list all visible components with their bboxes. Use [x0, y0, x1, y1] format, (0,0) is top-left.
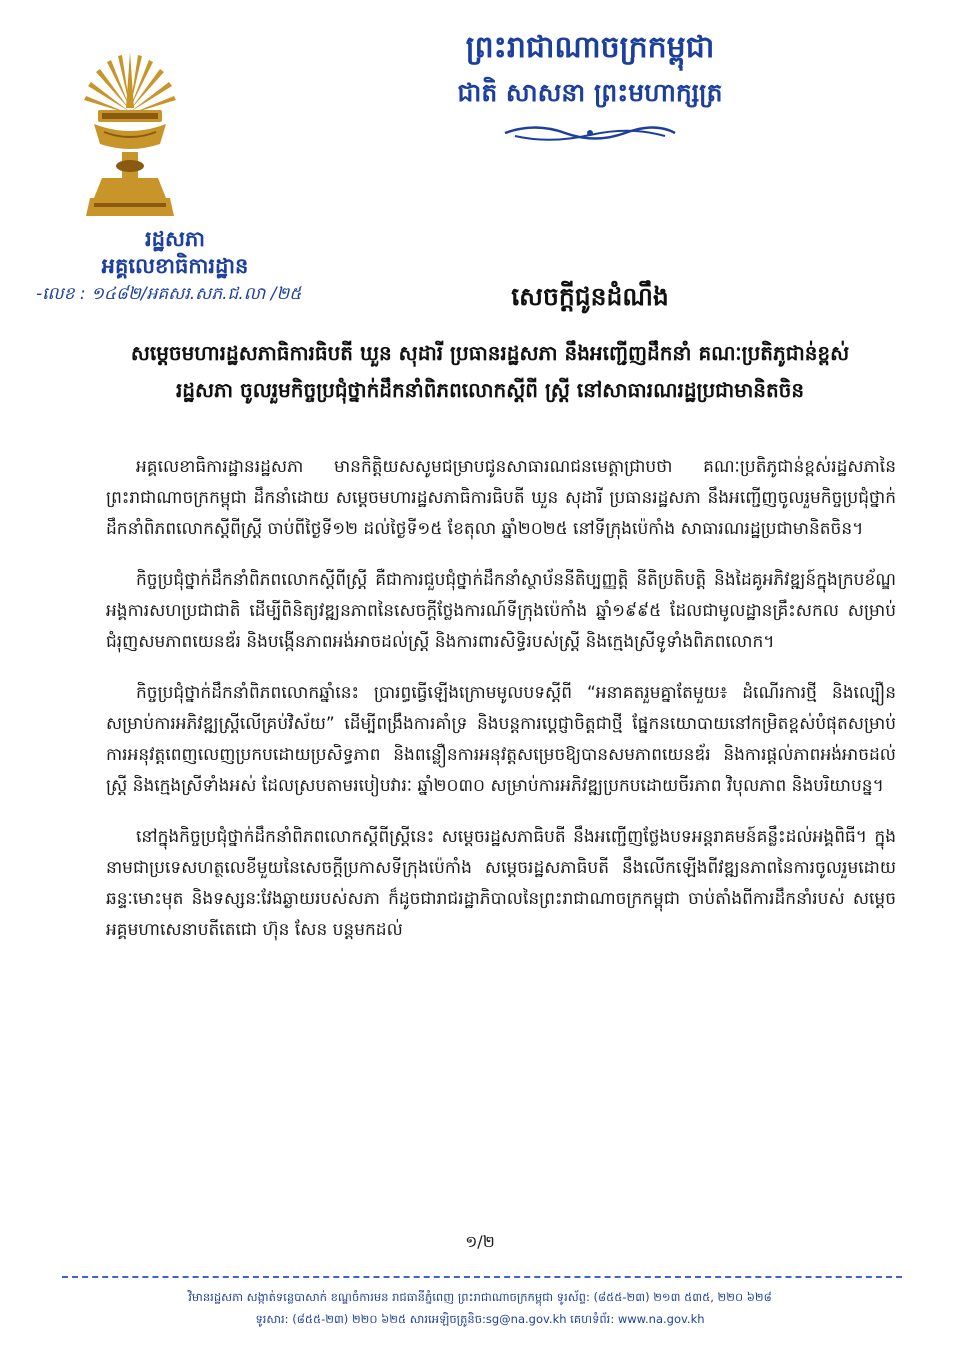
national-motto: ជាតិ សាសនា ព្រះមហាក្សត្រ	[457, 78, 723, 107]
paragraph: កិច្ចប្រជុំថ្នាក់ដឹកនាំពិភពលោកស្ដីពីស្ត្រី គឺជាការជួបជុំថ្នាក់ដឹកនាំស្ថាប័ននីតិប្បញ្ញត្តិ នីតិប្រតិបត្តិ និងដៃគូអភិវឌ្ឍន៍ក្នុងក្របខ័ណ្ឌអង្គការសហប្រជាជាតិ ដើម្បីពិនិត្យវឌ្ឍនភាពនៃសេចក្ដីថ្លែងការណ៍ទីក្រុងប៉េកាំង ឆ្នាំ១៩៩៥ ដែលជាមូលដ្ឋានគ្រឹះសកល សម្រាប់ជំរុញសមភាពយេនឌ័រ និងបង្កើនភាពអង់អាចដល់ស្ត្រី និងការពារសិទ្ធិរបស់ស្ត្រី និងក្មេងស្រីទូទាំងពិភពលោក។	[106, 570, 896, 652]
page-number: ១/២	[465, 1232, 495, 1251]
paragraph: អគ្គលេខាធិការដ្ឋានរដ្ឋសភា មានកិត្តិយសសូមជម្រាបជូនសាធារណជនមេត្តាជ្រាបថា គណៈប្រតិភូជាន់ខ្ពស់រដ្ឋសភានៃព្រះរាជាណាចក្រកម្ពុជា ដឹកនាំដោយ សម្ដេចមហារដ្ឋសភាធិការធិបតី ឃួន សុដារី ប្រធានរដ្ឋសភា នឹងអញ្ជើញចូលរួមកិច្ចប្រជុំថ្នាក់ដឹកនាំពិភពលោកស្ដីពីស្ត្រី ចាប់ពីថ្ងៃទី១២ ដល់ថ្ងៃទី១៥ ខែតុលា ឆ្នាំ២០២៥ នៅទីក្រុងប៉េកាំង សាធារណរដ្ឋប្រជាមានិតចិន។	[106, 457, 896, 539]
royal-emblem-icon	[80, 48, 180, 226]
department-name: អគ្គលេខាធិការដ្ឋាន	[101, 254, 249, 278]
paragraph: នៅក្នុងកិច្ចប្រជុំថ្នាក់ដឹកនាំពិភពលោកស្ដីពីស្ត្រីនេះ សម្ដេចរដ្ឋសភាធិបតី នឹងអញ្ជើញថ្លែងបទអន្តរាគមន៍គន្លឹះដល់អង្គពិធី។ ក្នុងនាមជាប្រទេសហត្ថលេខីមួយនៃសេចក្ដីប្រកាសទីក្រុងប៉េកាំង សម្ដេចរដ្ឋសភាធិបតី នឹងលើកឡើងពីវឌ្ឍនភាពនៃការចូលរួមដោយឆន្ទៈមោះមុត និងទស្សនៈវែងឆ្ងាយរបស់សភា ក៏ដូចជារាជរដ្ឋាភិបាលនៃព្រះរាជាណាចក្រកម្ពុជា ចាប់តាំងពីការដឹកនាំរបស់ សម្ដេចអគ្គមហាសេនាបតីតេជោ ហ៊ុន សែន បន្តមកដល់	[106, 827, 896, 940]
body-text	[106, 452, 896, 966]
ornament-divider-icon	[495, 120, 685, 146]
paragraph: កិច្ចប្រជុំថ្នាក់ដឹកនាំពិភពលោកឆ្នាំនេះ ប្រារព្ធធ្វើឡើងក្រោមមូលបទស្ដីពី “អនាគតរួមគ្នាតែមួយ៖ ដំណើរការថ្មី និងល្បឿនសម្រាប់ការអភិវឌ្ឍស្ត្រីលើគ្រប់វិស័យ” ដើម្បីពង្រឹងការគាំទ្រ និងបន្តការប្ដេជ្ញាចិត្តជាថ្មី ផ្នែកនយោបាយនៅកម្រិតខ្ពស់បំផុតសម្រាប់ការអនុវត្តពេញលេញប្រកបដោយប្រសិទ្ធភាព និងពន្លឿនការអនុវត្តសម្រេចឱ្យបានសមភាពយេនឌ័រ និងការផ្ដល់ភាពអង់អាចដល់ស្ត្រី និងក្មេងស្រីទាំងអស់ ដែលស្របតាមរបៀបវារៈ ឆ្នាំ២០៣០ សម្រាប់ការអភិវឌ្ឍប្រកបដោយចីរភាព វិបុលភាព និងបរិយាបន្ន។	[106, 683, 896, 796]
footer-divider	[62, 1276, 902, 1278]
kingdom-title: ព្រះរាជាណាចក្រកម្ពុជា	[465, 30, 715, 65]
reference-number: -លេខ : ១៤៨២/អគសរ.សភ.ជ.លា /២៥	[36, 284, 302, 304]
headline: សម្ដេចមហារដ្ឋសភាធិការធិបតី ឃួន សុដារី ប្រធានរដ្ឋសភា នឹងអញ្ជើញដឹកនាំ គណៈប្រតិភូជាន់ខ្ពស់រដ្ឋសភា ចូលរួមកិច្ចប្រជុំថ្នាក់ដឹកនាំពិភពលោកស្ដីពី ស្ត្រី នៅសាធារណរដ្ឋប្រជាមានិតចិន	[130, 341, 850, 402]
organization-name: រដ្ឋសភា	[145, 227, 205, 251]
issuing-office	[70, 226, 280, 280]
footer-contact: ទូរសារ: (៨៥៥-២៣) ២២០ ៦២៥ សារអេឡិចត្រូនិច:sg@na.gov.kh គេហទំព័រ: www.na.gov.kh	[255, 1312, 705, 1326]
document-title: សេចក្ដីជូនដំណឹង	[511, 282, 669, 311]
footer-address: វិមានរដ្ឋសភា សង្កាត់ទន្លេបាសាក់ ខណ្ឌចំការមន រាជធានីភ្នំពេញ ព្រះរាជាណាចក្រកម្ពុជា ទូរស័ព្ទ: (៨៥៥-២៣) ២១៣ ៥៣៥, ២២០ ៦២៨	[188, 1290, 772, 1304]
